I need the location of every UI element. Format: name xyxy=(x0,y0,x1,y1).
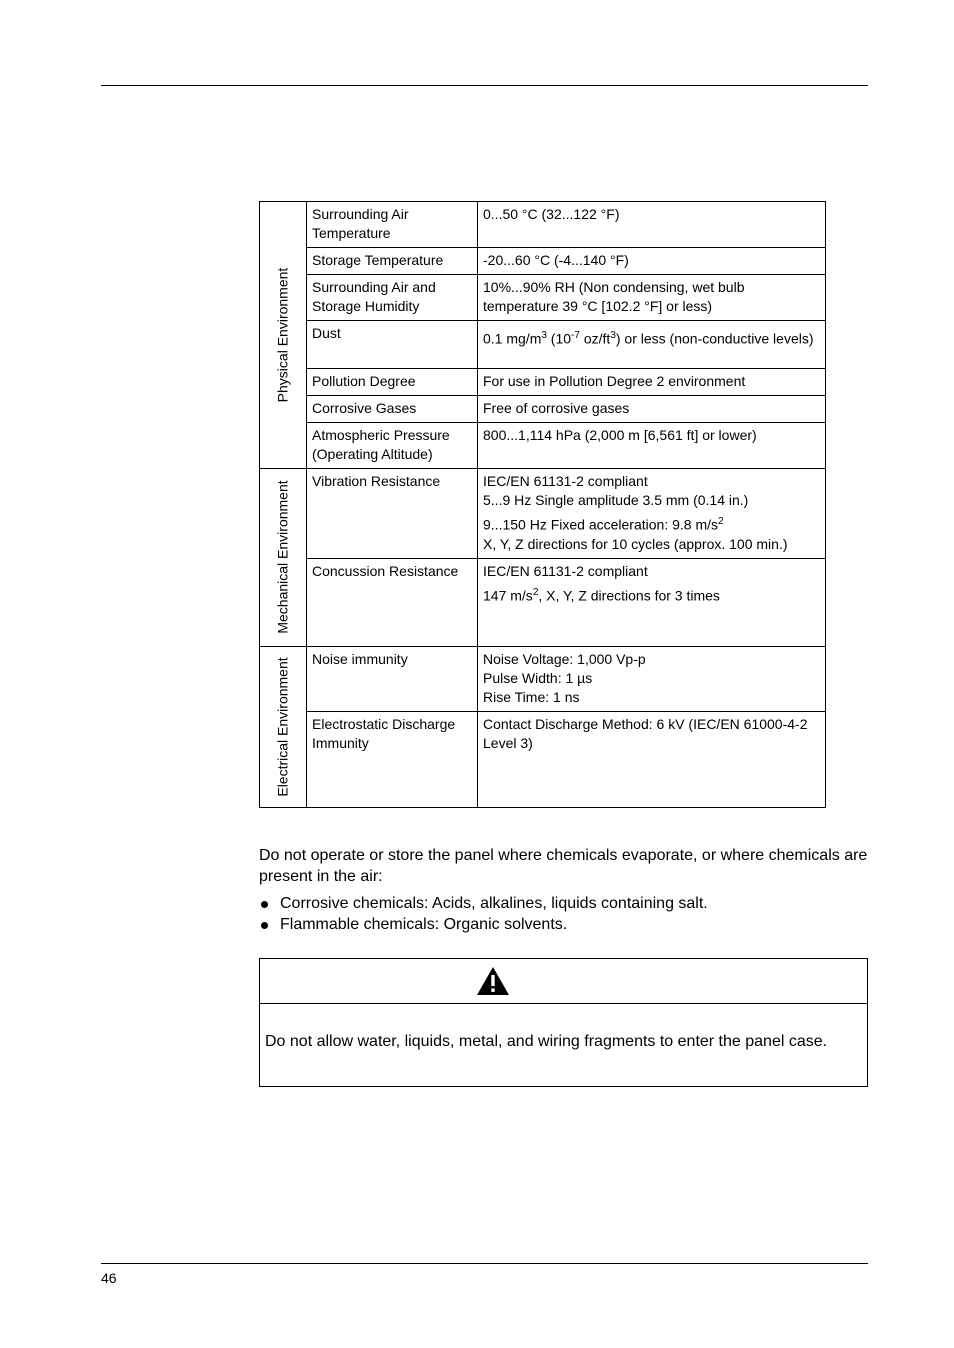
chemical-list xyxy=(259,893,708,935)
item-cell: Electrostatic Discharge Immunity xyxy=(307,711,478,807)
table-row xyxy=(260,275,826,321)
item-cell: Storage Temperature xyxy=(307,248,478,275)
warning-header xyxy=(260,959,867,1004)
value-cell: -20...60 °C (-4...140 °F) xyxy=(478,248,826,275)
value-line: IEC/EN 61131-2 compliant xyxy=(483,473,648,489)
header-rule xyxy=(101,85,868,86)
table-row xyxy=(260,248,826,275)
item-cell: Surrounding Air Temperature xyxy=(307,202,478,248)
group-mechanical-environment xyxy=(260,469,307,647)
table-row xyxy=(260,369,826,396)
page-number: 46 xyxy=(101,1270,117,1286)
table-row xyxy=(260,202,826,248)
item-cell: Dust xyxy=(307,321,478,369)
group-electrical-environment xyxy=(260,646,307,807)
value-cell xyxy=(478,469,826,559)
item-cell: Noise immunity xyxy=(307,646,478,711)
item-cell: Pollution Degree xyxy=(307,369,478,396)
value-line: 147 $m/s^2$, X, Y, Z directions for 3 times xyxy=(483,586,720,604)
group-physical-environment xyxy=(260,202,307,469)
warning-text: Do not allow water, liquids, metal, and wiring fragments to enter the panel case. xyxy=(265,1033,828,1050)
value-cell: For use in Pollution Degree 2 environment xyxy=(478,369,826,396)
table-row xyxy=(260,321,826,369)
list-item-text: Flammable chemicals: Organic solvents. xyxy=(280,916,568,933)
value-line: IEC/EN 61131-2 compliant xyxy=(483,562,648,579)
value-line: 9...150 Hz Fixed acceleration: 9.8 $m/s^2$ xyxy=(483,516,724,533)
warning-triangle-icon xyxy=(476,966,510,996)
table-row xyxy=(260,711,826,807)
value-line: Pulse Width: 1 µs xyxy=(483,669,593,686)
table-row xyxy=(260,646,826,711)
group-label: Electrical Environment xyxy=(274,657,291,797)
table-row xyxy=(260,423,826,469)
item-cell: Atmospheric Pressure (Operating Altitude) xyxy=(307,423,478,469)
value-cell xyxy=(478,646,826,711)
bullet-icon xyxy=(261,922,268,929)
group-label: Physical Environment xyxy=(274,267,291,403)
list-item xyxy=(259,914,708,935)
item-cell: Corrosive Gases xyxy=(307,396,478,423)
table-row xyxy=(260,469,826,559)
value-cell: Free of corrosive gases xyxy=(478,396,826,423)
list-item xyxy=(259,893,708,914)
item-cell: Surrounding Air and Storage Humidity xyxy=(307,275,478,321)
value-cell: 800...1,114 hPa (2,000 m [6,561 ft] or lower) xyxy=(478,423,826,469)
value-line: 5...9 Hz Single amplitude 3.5 mm (0.14 in.) xyxy=(483,492,749,508)
item-cell: Concussion Resistance xyxy=(307,558,478,646)
value-cell: 0...50 °C (32...122 °F) xyxy=(478,202,826,248)
footer-rule xyxy=(101,1263,868,1264)
bullet-icon xyxy=(261,901,268,908)
value-cell: 0.1 $mg/m^3$ ($10^{-7}$ $oz/ft^3$) or less (non-conductive levels) xyxy=(478,321,826,369)
table-row xyxy=(260,396,826,423)
item-cell: Vibration Resistance xyxy=(307,469,478,559)
warning-box xyxy=(259,958,868,1087)
environment-spec-table xyxy=(259,201,826,808)
value-cell xyxy=(478,558,826,646)
value-line: X, Y, Z directions for 10 cycles (approx. 100 min.) xyxy=(483,535,788,552)
value-cell: 10%...90% RH (Non condensing, wet bulb temperature 39 °C [102.2 °F] or less) xyxy=(478,275,826,321)
table-row xyxy=(260,558,826,646)
list-item-text: Corrosive chemicals: Acids, alkalines, liquids containing salt. xyxy=(280,895,708,912)
value-line: Rise Time: 1 ns xyxy=(483,688,580,705)
value-cell: Contact Discharge Method: 6 kV (IEC/EN 61000-4-2 Level 3) xyxy=(478,711,826,807)
intro-paragraph: Do not operate or store the panel where chemicals evaporate, or where chemicals are present in the air: xyxy=(259,847,868,885)
group-label: Mechanical Environment xyxy=(274,480,291,634)
value-line: Noise Voltage: 1,000 Vp-p xyxy=(483,650,646,667)
